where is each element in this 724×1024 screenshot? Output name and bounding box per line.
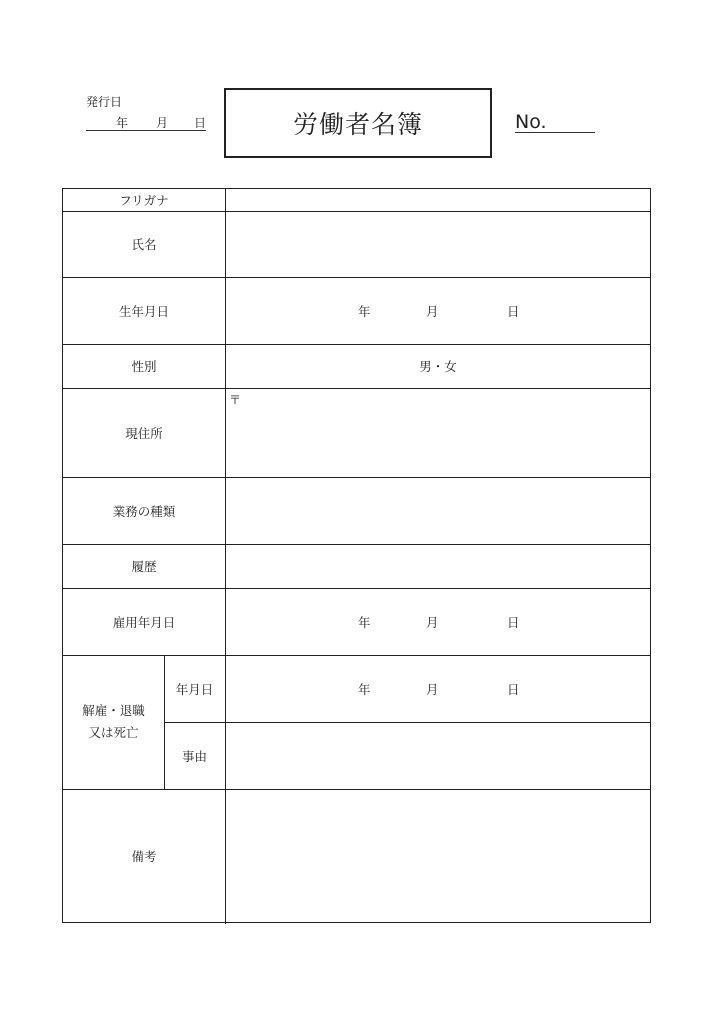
issue-date-field[interactable] <box>86 114 206 131</box>
dismissal-date-label: 年月日 <box>175 681 214 697</box>
issue-day-label: 日 <box>194 116 207 130</box>
hire-day-unit: 日 <box>507 614 520 630</box>
reason-label: 事由 <box>181 748 207 764</box>
hire-date-field[interactable] <box>225 588 651 655</box>
job-type-label: 業務の種類 <box>112 503 176 519</box>
dismissal-label <box>63 655 164 789</box>
furigana-label: フリガナ <box>119 193 169 208</box>
remarks-field[interactable] <box>225 789 651 923</box>
birth-month-unit: 月 <box>426 303 439 319</box>
worker-register-form <box>62 188 651 923</box>
number-field[interactable]: No. <box>515 112 595 133</box>
dismissal-year-unit: 年 <box>358 681 371 697</box>
remarks-label: 備考 <box>131 849 157 864</box>
address-field[interactable] <box>225 388 651 477</box>
gender-label: 性別 <box>131 359 157 374</box>
dismissal-label-line2: 又は死亡 <box>88 725 139 740</box>
issue-year-label: 年 <box>116 116 129 130</box>
furigana-field[interactable] <box>225 189 651 211</box>
dismissal-date-field[interactable] <box>225 655 651 722</box>
dismissal-label-line1: 解雇・退職 <box>82 703 145 718</box>
dismissal-month-unit: 月 <box>426 681 439 697</box>
birthdate-label: 生年月日 <box>118 303 169 319</box>
gender-field[interactable]: 男・女 <box>419 359 457 374</box>
job-type-field[interactable] <box>225 477 651 544</box>
reason-field[interactable] <box>225 722 651 789</box>
name-field[interactable] <box>225 211 651 277</box>
birth-year-unit: 年 <box>358 303 371 319</box>
address-label: 現住所 <box>125 425 163 441</box>
birthdate-field[interactable] <box>225 277 651 344</box>
issue-month-label: 月 <box>156 116 169 130</box>
hire-date-label: 雇用年月日 <box>112 614 176 630</box>
history-field[interactable] <box>225 544 651 588</box>
birth-day-unit: 日 <box>507 303 520 319</box>
issue-date-label: 発行日 <box>86 95 123 109</box>
name-label: 氏名 <box>131 237 157 252</box>
postal-mark: 〒 <box>229 393 242 407</box>
hire-year-unit: 年 <box>358 614 371 630</box>
hire-month-unit: 月 <box>426 614 439 630</box>
document-title: 労働者名簿 <box>224 88 492 158</box>
history-label: 履歴 <box>131 559 157 574</box>
dismissal-day-unit: 日 <box>507 681 520 697</box>
